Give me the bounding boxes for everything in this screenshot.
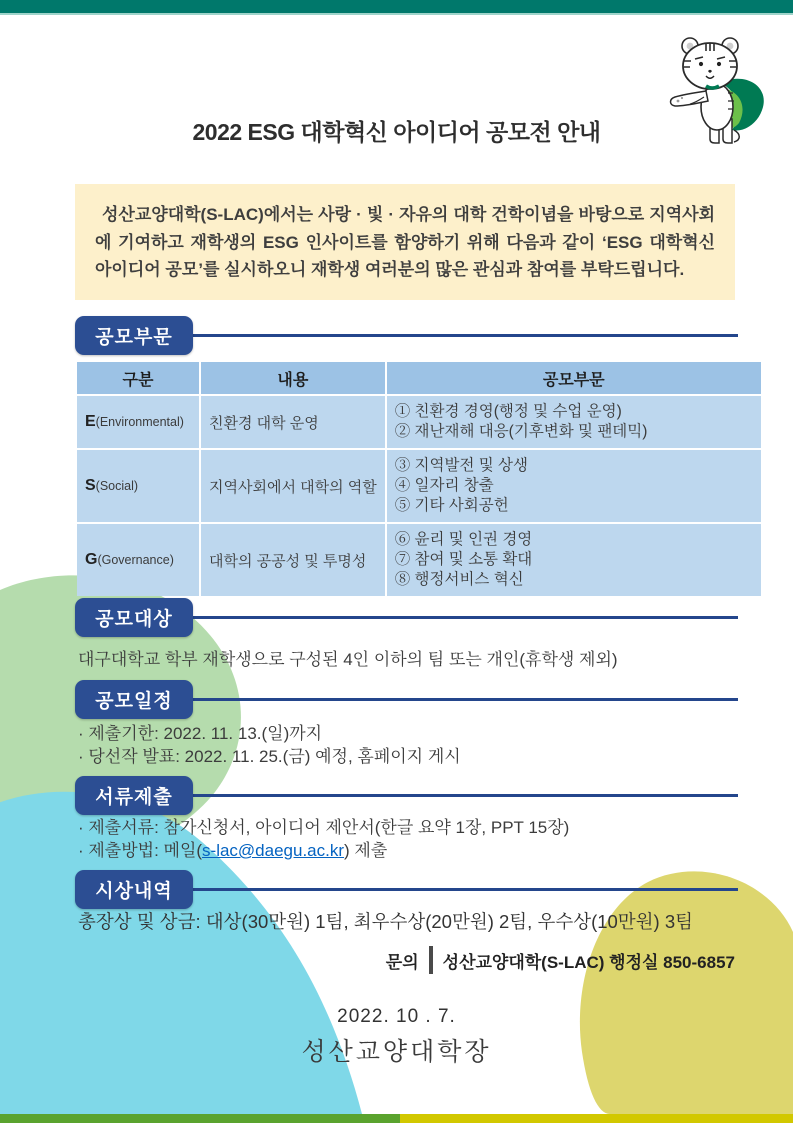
intro-text: 에서는 사랑 · 빛 · 자유의 대학 건학이념을 바탕으로 지역사회에 기여하고 재학생의 [95,205,715,252]
section-rule [190,334,738,337]
eligibility-text: 대구대학교 학부 재학생으로 구성된 4인 이하의 팀 또는 개인(휴학생 제외) [78,650,618,669]
page-title: 2022 ESG 대학혁신 아이디어 공모전 안내 [192,119,601,145]
issue-date: 2022. 10 . 7. [337,1006,456,1027]
email-link[interactable]: s-lac@daegu.ac.kr [202,841,345,860]
section-header-categories [75,316,738,355]
submission-method-text: · 제출방법: 메일( [78,841,203,860]
field-item: ⑧ 행정서비스 혁신 [394,571,524,588]
contact-label: 문의 [385,952,419,972]
contact-info: 성산교양대학(S-LAC) 행정실 850-6857 [442,952,735,972]
submission-documents: · 제출서류: 참가신청서, 아이디어 제안서(한글 요약 1장, PPT 15장) [78,818,570,837]
submission-method-text: ) 제출 [344,841,388,860]
category-word: (Social) [95,479,139,493]
table-header-row [77,362,761,394]
submission-method [78,839,738,862]
footer-bar-green [0,1114,400,1123]
signature: 성산교양대학장 [301,1038,492,1066]
submission-list [78,816,738,862]
intro-college-name: 성산교양대학 [102,205,201,224]
category-letter: G [85,551,98,568]
contact-line [75,946,735,974]
field-item: ⑤ 기타 사회공헌 [394,497,509,514]
categories-table [75,360,763,598]
field-item: ⑥ 윤리 및 인권 경영 [394,531,533,548]
col-header-content: 내용 [201,362,385,394]
field-item: ④ 일자리 창출 [394,477,494,494]
field-item: ③ 지역발전 및 상생 [394,457,528,474]
col-header-category: 구분 [77,362,199,394]
footer-bar-yellow [400,1114,793,1123]
schedule-announcement: · 당선작 발표: 2022. 11. 25.(금) 예정, 홈페이지 게시 [78,747,461,766]
section-pill-eligibility: 공모대상 [75,598,193,637]
intro-text: 를 실시하오니 재학생 여러분의 많은 관심과 참여를 부탁드립니다. [202,260,685,280]
section-pill-schedule: 공모일정 [75,680,193,719]
intro-college-abbr: (S-LAC) [200,205,264,224]
category-letter: S [85,477,96,494]
field-item: ② 재난재해 대응(기후변화 및 팬데믹) [394,423,648,440]
section-rule [190,698,738,701]
section-rule [190,888,738,891]
schedule-deadline: · 제출기한: 2022. 11. 13.(일)까지 [78,724,323,743]
field-item: ① 친환경 경영(행정 및 수업 운영) [394,403,622,420]
table-row-social [77,450,761,522]
category-letter: E [85,413,96,430]
intro-text: 인사이트를 함양하기 위해 다음과 같이 [298,232,602,252]
awards-text: 총장상 및 상금: 대상(30만원) 1팀, 최우수상(20만원) 2팀, 우수상(10만원) 3팀 [78,911,694,932]
category-word: (Environmental) [95,415,184,429]
intro-paragraph [75,184,735,300]
row-content: 친환경 대학 운영 [201,396,385,448]
section-header-schedule [75,680,738,719]
row-content: 지역사회에서 대학의 역할 [201,450,385,522]
section-header-eligibility [75,598,738,637]
section-pill-categories: 공모부문 [75,316,193,355]
contact-divider [429,946,433,974]
intro-esg-emphasis: ESG [262,232,299,252]
intro-contest-emphasis: ‘ESG 대학혁신 아이디어 공모’ [95,232,716,280]
section-header-awards [75,870,738,909]
section-rule [190,794,738,797]
schedule-list [78,722,738,768]
col-header-field: 공모부문 [387,362,761,394]
section-pill-submission: 서류제출 [75,776,193,815]
row-content: 대학의 공공성 및 투명성 [201,524,385,596]
category-word: (Governance) [97,553,174,567]
field-item: ⑦ 참여 및 소통 확대 [394,551,533,568]
top-accent-bar [0,0,793,15]
section-pill-awards: 시상내역 [75,870,193,909]
table-row-governance [77,524,761,596]
section-header-submission [75,776,738,815]
table-row-environmental [77,396,761,448]
section-rule [190,616,738,619]
